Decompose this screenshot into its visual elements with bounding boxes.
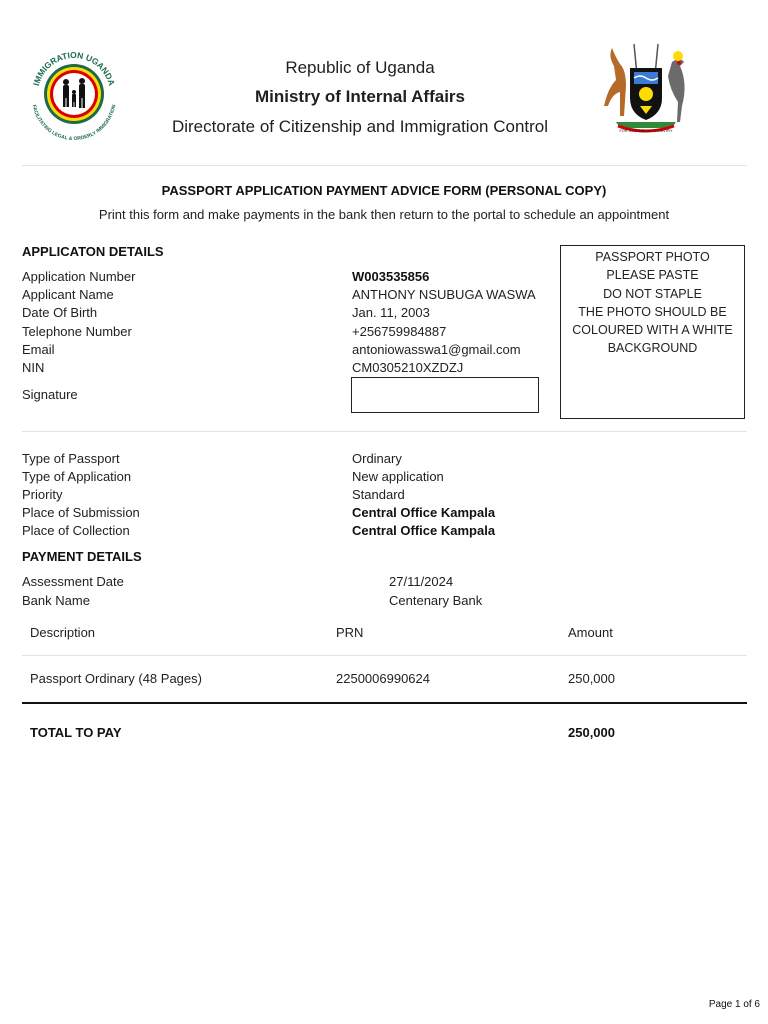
value-applicant-name: ANTHONY NSUBUGA WASWA	[352, 287, 536, 302]
label-bank-name: Bank Name	[22, 593, 90, 608]
logo-text-top: IMMIGRATION UGANDA	[31, 49, 117, 87]
photo-line: PASSPORT PHOTO	[595, 250, 710, 264]
coat-motto: FOR GOD AND MY COUNTRY	[619, 129, 673, 133]
table-header-divider	[22, 655, 747, 656]
row-amount: 250,000	[568, 671, 615, 686]
signature-box[interactable]	[351, 377, 539, 413]
label-email: Email	[22, 342, 55, 357]
value-assessment-date: 27/11/2024	[389, 574, 454, 589]
applicant-section-title: APPLICATON DETAILS	[22, 244, 164, 259]
value-date-of-birth: Jan. 11, 2003	[352, 305, 430, 320]
value-passport-type: Ordinary	[352, 451, 402, 466]
label-assessment-date: Assessment Date	[22, 574, 124, 589]
value-telephone: +256759984887	[352, 324, 447, 339]
photo-line: THE PHOTO SHOULD BE	[578, 304, 727, 319]
form-title: PASSPORT APPLICATION PAYMENT ADVICE FORM (PERSONAL COPY)	[161, 183, 607, 198]
value-place-of-collection: Central Office Kampala	[352, 523, 496, 538]
row-description: Passport Ordinary (48 Pages)	[30, 671, 202, 686]
logo-text-bottom: FACILITATING LEGAL & ORDERLY IMMIGRATION	[30, 104, 118, 143]
photo-line: BACKGROUND	[607, 341, 698, 356]
value-nin: CM0305210XZDZJ	[352, 360, 464, 375]
passport-photo-box	[560, 245, 745, 419]
label-signature: Signature	[22, 387, 78, 402]
value-place-of-submission: Central Office Kampala	[352, 505, 496, 520]
total-label: TOTAL TO PAY	[30, 725, 122, 740]
row-prn: 2250006990624	[336, 671, 430, 686]
photo-line: COLOURED WITH A WHITE	[572, 323, 733, 338]
value-bank-name: Centenary Bank	[389, 593, 483, 608]
label-nin: NIN	[22, 360, 45, 375]
table-header-amount: Amount	[568, 625, 613, 640]
coat-of-arms	[596, 36, 696, 138]
label-telephone: Telephone Number	[22, 324, 132, 339]
ministry-name: Ministry of Internal Affairs	[254, 87, 465, 106]
label-passport-type: Type of Passport	[22, 451, 120, 466]
label-applicant-name: Applicant Name	[22, 287, 114, 302]
value-priority: Standard	[352, 487, 405, 502]
label-priority: Priority	[22, 487, 63, 502]
directorate-name: Directorate of Citizenship and Immigration Control	[171, 117, 549, 136]
label-application-type: Type of Application	[22, 469, 132, 484]
total-amount: 250,000	[568, 725, 615, 740]
page-number: Page 1 of 6	[708, 999, 760, 1010]
label-application-number: Application Number	[22, 269, 136, 284]
value-application-number: W003535856	[352, 269, 430, 284]
immigration-logo	[22, 40, 126, 144]
label-date-of-birth: Date Of Birth	[22, 305, 98, 320]
value-application-type: New application	[352, 469, 444, 484]
total-divider	[22, 702, 747, 704]
form-instructions: Print this form and make payments in the bank then return to the portal to schedule an appointment	[98, 207, 670, 222]
label-place-of-collection: Place of Collection	[22, 523, 130, 538]
section-divider	[22, 431, 747, 432]
header-divider	[22, 165, 747, 166]
country-name: Republic of Uganda	[285, 58, 435, 77]
photo-line: DO NOT STAPLE	[603, 286, 702, 301]
value-email: antoniowasswa1@gmail.com	[352, 342, 521, 357]
photo-line: PLEASE PASTE	[606, 268, 699, 283]
table-header-description: Description	[30, 625, 96, 640]
table-header-prn: PRN	[336, 625, 364, 640]
label-place-of-submission: Place of Submission	[22, 505, 140, 520]
payment-section-title: PAYMENT DETAILS	[22, 549, 142, 564]
